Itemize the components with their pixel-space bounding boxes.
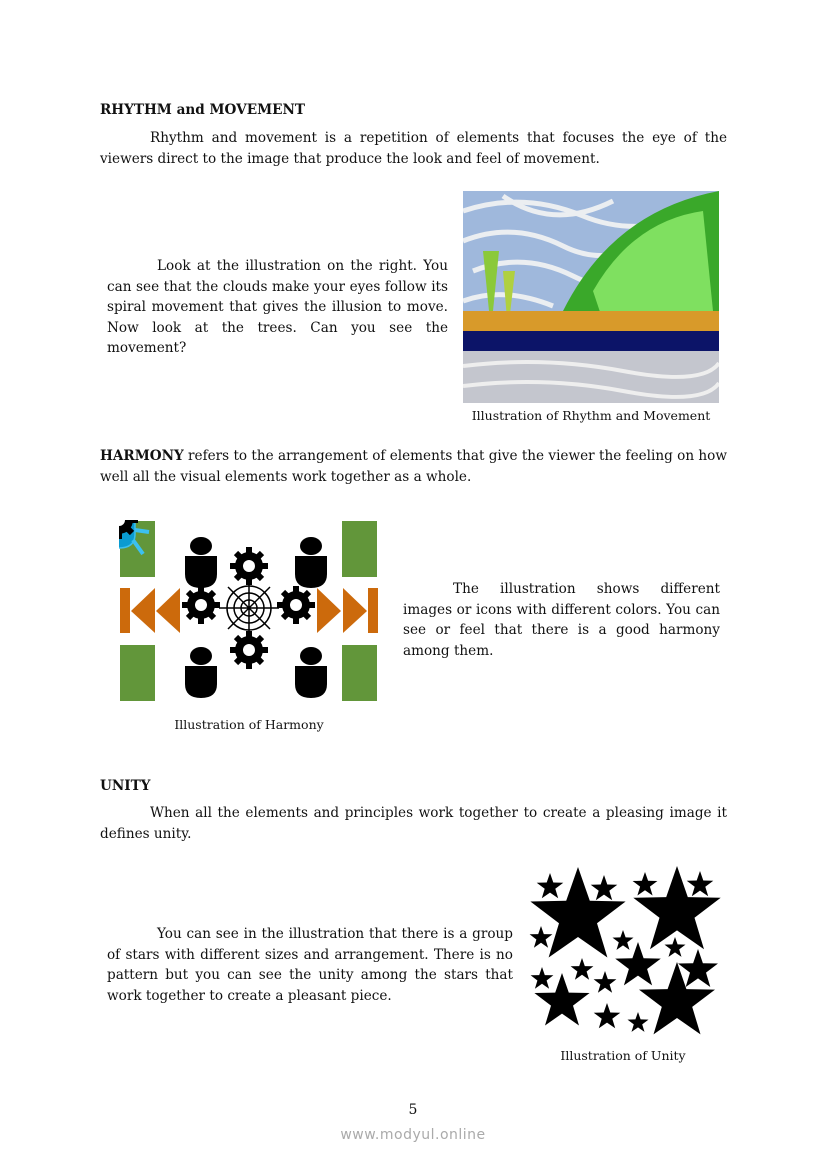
- unity-body: You can see in the illustration that there is a group of stars with different sizes and arrangement. There is no pattern but you can see the unity among the stars that work together to create a pleasant piece.: [107, 926, 513, 1004]
- harmony-caption: Illustration of Harmony: [174, 717, 324, 732]
- harmony-heading: HARMONY: [100, 448, 184, 464]
- star-icon: [678, 949, 718, 987]
- unity-intro: When all the elements and principles work together to create a pleasing image it defines unity.: [100, 805, 727, 842]
- harmony-intro: [100, 446, 727, 487]
- star-icon: [639, 962, 715, 1034]
- star-icon: [687, 871, 714, 896]
- rhythm-caption: Illustration of Rhythm and Movement: [471, 408, 711, 423]
- star-icon: [665, 937, 686, 957]
- star-icon: [613, 930, 634, 950]
- harmony-intro-text: refers to the arrangement of elements that give the viewer the feeling on how well all the visual elements work together as a whole.: [100, 448, 727, 485]
- star-icon: [531, 967, 554, 989]
- rhythm-body: Look at the illustration on the right. You can see that the clouds make your eyes follow its spiral movement that gives the illusion to move. Now look at the trees. Can you see the movement?: [107, 258, 448, 356]
- star-icon: [594, 1003, 621, 1028]
- star-icon: [628, 1012, 649, 1032]
- page-number: 5: [408, 1102, 418, 1118]
- star-icon: [633, 872, 658, 896]
- star-icon: [571, 958, 594, 980]
- star-icon: [530, 867, 625, 958]
- star-icon: [615, 942, 661, 985]
- harmony-illustration: [119, 520, 379, 702]
- unity-heading: UNITY: [100, 778, 151, 794]
- spider-web-icon: [219, 578, 279, 638]
- star-icon: [591, 875, 618, 900]
- star-icon: [534, 973, 589, 1026]
- star-icon: [633, 866, 720, 949]
- harmony-body: The illustration shows different images or icons with different colors. You can see or feel that there is a good harmony among them.: [403, 581, 720, 659]
- rhythm-intro: Rhythm and movement is a repetition of elements that focuses the eye of the viewers direct to the image that produce the look and feel of movement.: [100, 130, 727, 167]
- star-icon: [530, 926, 553, 948]
- star-icon: [594, 971, 617, 993]
- unity-caption: Illustration of Unity: [560, 1048, 686, 1063]
- star-icon: [537, 873, 564, 898]
- watermark: www.modyul.online: [340, 1127, 486, 1143]
- rhythm-movement-painting: [463, 191, 719, 403]
- rhythm-heading: RHYTHM and MOVEMENT: [100, 102, 306, 118]
